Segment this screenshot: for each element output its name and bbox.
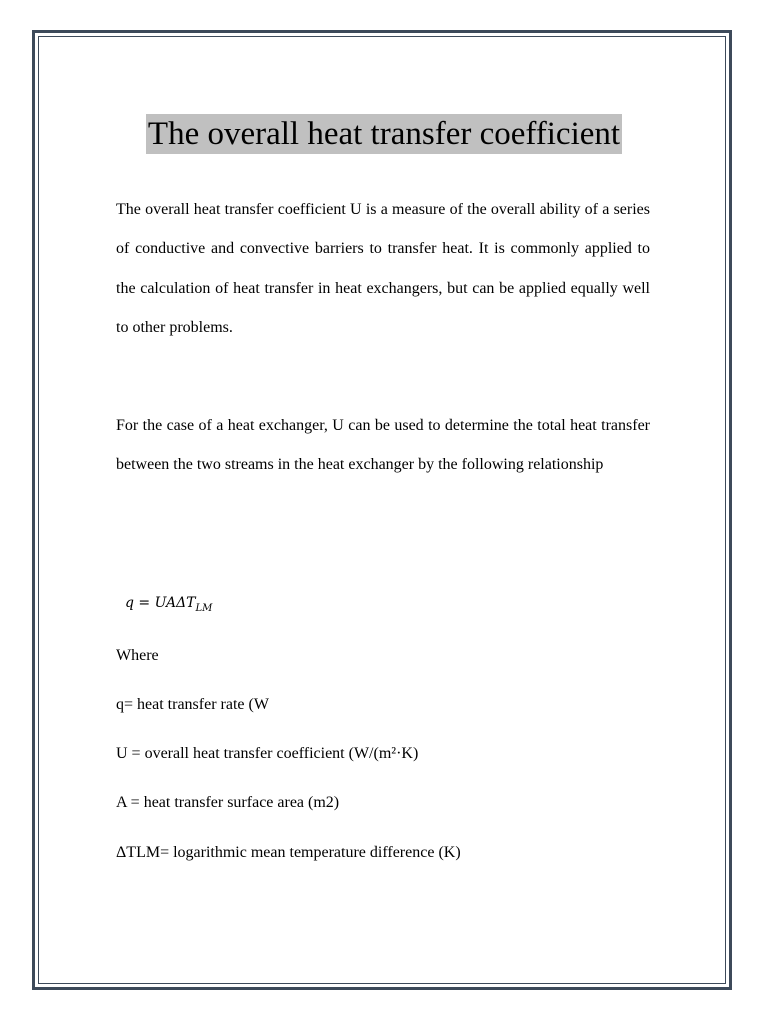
equation-subscript: LM [195,602,213,614]
title-container [0,114,768,154]
page-title: The overall heat transfer coefficient [147,116,621,152]
paragraph-definition: The overall heat transfer coefficient U is a measure of the overall ability of a series of conductive and convective barriers to transfer heat. It is commonly applied to the calculation of heat transfer in heat exchangers, but can be applied equally well to other problems. [116,201,650,336]
paragraph-heat-exchanger: For the case of a heat exchanger, U can be used to determine the total heat transfer between the two streams in the heat exchanger by the following relationship [116,417,650,474]
equation-main: q = UAΔT [125,595,196,611]
where-label: Where [116,647,159,664]
definition-u: U = overall heat transfer coefficient (W/(m²·K) [116,745,419,762]
equation [125,595,212,614]
page-border-inner [38,36,726,984]
definition-tlm: ΔTLM= logarithmic mean temperature difference (K) [116,844,461,861]
definition-a: A = heat transfer surface area (m2) [116,794,340,811]
definition-q: q= heat transfer rate (W [116,696,269,713]
